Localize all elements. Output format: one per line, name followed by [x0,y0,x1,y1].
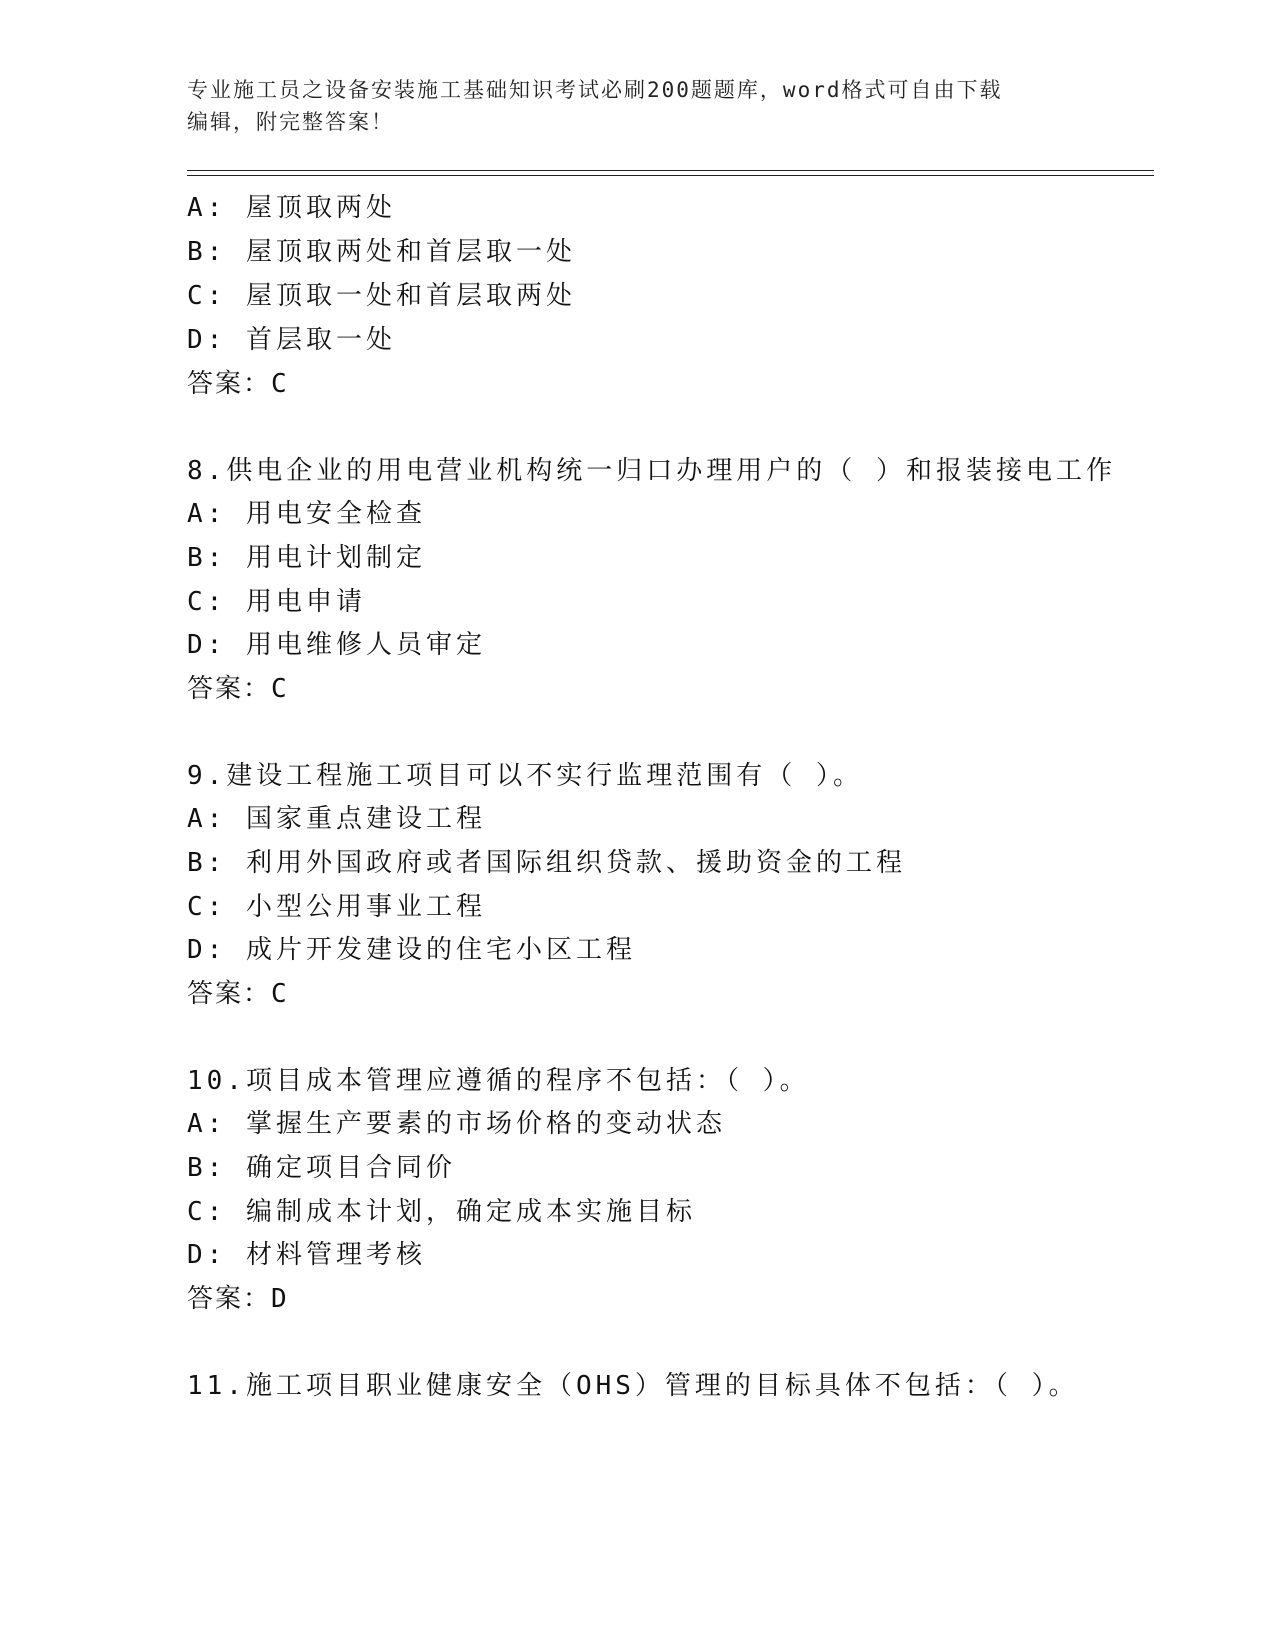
option-c: C: 编制成本计划，确定成本实施目标 [187,1197,696,1227]
option-b: B: 确定项目合同价 [187,1153,456,1183]
option-c: C: 小型公用事业工程 [187,892,486,922]
option-a: A: 国家重点建设工程 [187,804,486,834]
option-c: C: 屋顶取一处和首层取两处 [187,281,576,311]
header-divider-bottom [187,175,1154,176]
answer-line: 答案：C [187,369,289,399]
option-d: D: 成片开发建设的住宅小区工程 [187,935,636,965]
header-divider-top [187,170,1154,171]
option-a: A: 用电安全检查 [187,499,426,529]
option-b: B: 利用外国政府或者国际组织贷款、援助资金的工程 [187,848,906,878]
answer-line: 答案：D [187,1284,289,1314]
option-b: B: 屋顶取两处和首层取一处 [187,237,576,267]
question-stem: 10.项目成本管理应遵循的程序不包括：（ ）。 [187,1066,810,1096]
answer-line: 答案：C [187,979,289,1009]
answer-line: 答案：C [187,674,289,704]
option-c: C: 用电申请 [187,587,366,617]
question-stem: 9.建设工程施工项目可以不实行监理范围有（ ）。 [187,761,863,791]
option-d: D: 用电维修人员审定 [187,630,486,660]
header-title-line-1: 专业施工员之设备安装施工基础知识考试必刷200题题库，word格式可自由下载 [187,78,1003,102]
option-a: A: 掌握生产要素的市场价格的变动状态 [187,1109,726,1139]
document-header [187,74,1087,138]
option-d: D: 首层取一处 [187,325,396,355]
option-b: B: 用电计划制定 [187,543,426,573]
question-stem: 8.供电企业的用电营业机构统一归口办理用户的（ ）和报装接电工作 [187,456,1116,486]
option-a: A: 屋顶取两处 [187,193,396,223]
header-title-line-2: 编辑，附完整答案！ [187,110,394,134]
option-d: D: 材料管理考核 [187,1240,426,1270]
question-stem: 11.施工项目职业健康安全（OHS）管理的目标具体不包括：（ ）。 [187,1371,1079,1401]
